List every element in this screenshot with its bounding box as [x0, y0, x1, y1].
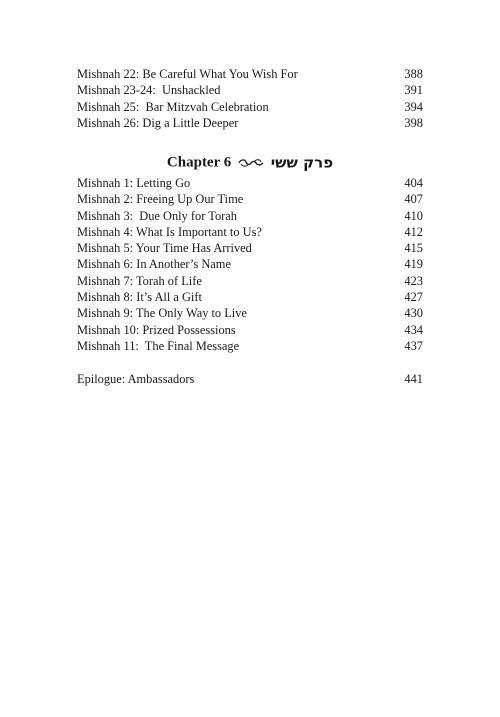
entry-page-number: 398 [404, 115, 423, 130]
entry-page-number: 410 [404, 208, 423, 223]
entry-title: Mishnah 25: Bar Mitzvah Celebration [77, 99, 269, 114]
entry-page-number: 412 [404, 224, 423, 239]
entry-title: Mishnah 3: Due Only for Torah [77, 208, 237, 223]
toc-entry [77, 240, 423, 256]
chapter-label: Chapter 6 [166, 154, 232, 171]
toc-entry [77, 256, 423, 272]
entry-title: Mishnah 10: Prized Possessions [77, 322, 236, 337]
toc-entry [77, 99, 423, 115]
toc-entry [77, 273, 423, 289]
toc-entry [77, 82, 423, 98]
entry-page-number: 434 [404, 322, 423, 337]
toc-entry [77, 371, 423, 387]
entry-page-number: 423 [404, 273, 423, 288]
toc-entry [77, 175, 423, 191]
entry-title: Mishnah 2: Freeing Up Our Time [77, 192, 244, 207]
toc-entry [77, 305, 423, 321]
entry-title: Mishnah 6: In Another’s Name [77, 257, 231, 272]
entry-title: Mishnah 8: It’s All a Gift [77, 290, 202, 305]
entry-title: Mishnah 22: Be Careful What You Wish For [77, 67, 298, 81]
entry-page-number: 404 [404, 176, 423, 190]
toc-entry [77, 208, 423, 224]
toc-section-epilogue [77, 371, 423, 387]
entry-page-number: 437 [404, 338, 423, 353]
entry-title: Mishnah 7: Torah of Life [77, 273, 202, 288]
entry-title: Mishnah 11: The Final Message [77, 338, 240, 353]
toc-entry [77, 338, 423, 354]
entry-title: Mishnah 5: Your Time Has Arrived [77, 241, 252, 256]
entry-title: Mishnah 26: Dig a Little Deeper [77, 115, 239, 130]
toc-entry [77, 224, 423, 240]
toc-section-chapter6 [77, 175, 423, 354]
chapter-hebrew-title: פרק ששי [270, 153, 334, 172]
toc-entry [77, 191, 423, 207]
entry-page-number: 394 [404, 99, 423, 114]
entry-page-number: 430 [404, 306, 423, 321]
entry-page-number: 441 [404, 372, 423, 386]
toc-entry [77, 115, 423, 131]
toc-section-chapter5-end [77, 66, 423, 131]
entry-page-number: 391 [404, 83, 423, 98]
entry-page-number: 415 [404, 241, 423, 256]
entry-page-number: 407 [404, 192, 423, 207]
entry-title: Mishnah 23-24: Unshackled [77, 83, 221, 98]
entry-title: Mishnah 1: Letting Go [77, 176, 191, 190]
entry-title: Epilogue: Ambassadors [77, 372, 195, 386]
toc-entry [77, 322, 423, 338]
entry-page-number: 388 [404, 67, 423, 81]
entry-title: Mishnah 4: What Is Important to Us? [77, 224, 262, 239]
entry-page-number: 419 [404, 257, 423, 272]
entry-title: Mishnah 9: The Only Way to Live [77, 306, 247, 321]
chapter-heading [0, 152, 500, 173]
toc-entry [77, 66, 423, 82]
entry-page-number: 427 [404, 290, 423, 305]
toc-entry [77, 289, 423, 305]
ornament-swirl-icon [238, 158, 264, 168]
